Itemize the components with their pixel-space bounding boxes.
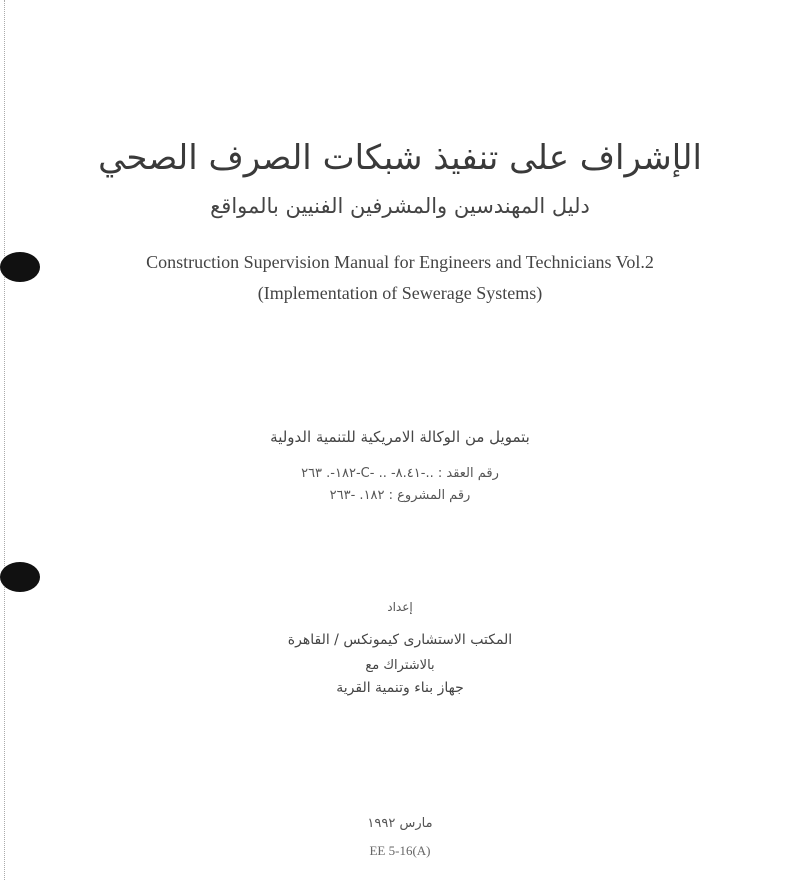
publication-date: مارس ١٩٩٢ — [367, 816, 433, 831]
document-code: EE 5-16(A) — [369, 843, 431, 858]
project-number: رقم المشروع : ١٨٢. -٢٦٣ — [329, 488, 471, 503]
subtitle-arabic: دليل المهندسين والمشرفين الفنيين بالمواقع — [210, 194, 590, 218]
prepared-by-office: المكتب الاستشارى كيمونكس / القاهرة — [287, 632, 513, 648]
title-english: Construction Supervision Manual for Engineers and Technicians Vol.2 — [146, 252, 654, 272]
prepared-with-agency: جهاز بناء وتنمية القرية — [336, 680, 464, 696]
contract-number: رقم العقد : ..-٨.٤١- .. -C-١٨٢-. ٢٦٣ — [301, 466, 499, 481]
subtitle-english: (Implementation of Sewerage Systems) — [257, 283, 543, 303]
punch-hole — [0, 562, 40, 592]
title-arabic: الإشراف على تنفيذ شبكات الصرف الصحي — [98, 138, 702, 178]
prepared-with-label: بالاشتراك مع — [365, 658, 435, 673]
prepared-by-label: إعداد — [387, 600, 413, 614]
funding-statement: بتمويل من الوكالة الامريكية للتنمية الدولية — [270, 428, 530, 446]
